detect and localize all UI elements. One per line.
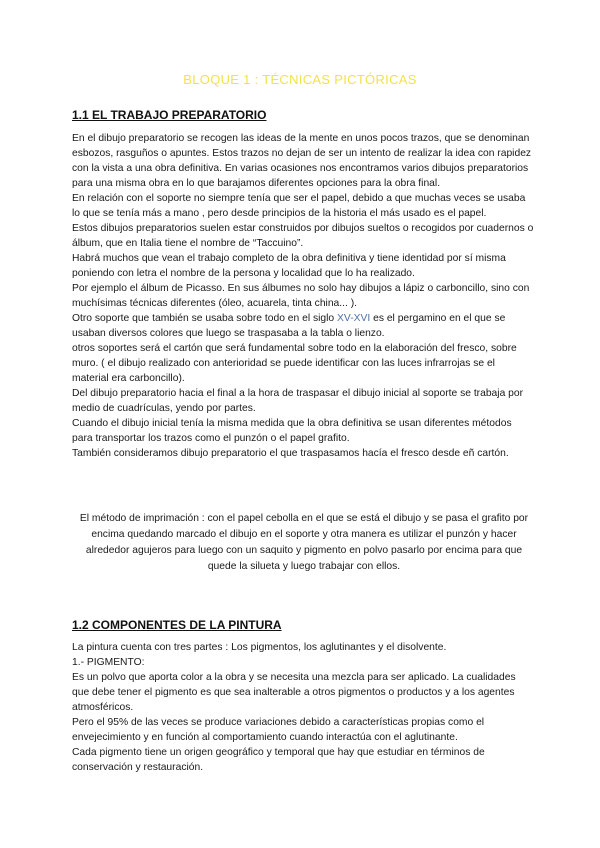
paragraph: En relación con el soporte no siempre tenía que ser el papel, debido a que muchas veces se usaba lo que se tenía más a mano , pero desde principios de la historia el más usado es el papel. [72, 193, 526, 219]
paragraph: Es un polvo que aporta color a la obra y se necesita una mezcla para ser aplicado. La cualidades que debe tener el pigmento es que sea inalterable a otros pigmentos o productos y a los agentes atmosféricos. [72, 672, 516, 713]
paragraph: otros soportes será el cartón que será fundamental sobre todo en la elaboración del fresco, sobre muro. ( el dibujo realizado con anterioridad se puede identificar con las luces infrarrojas se el material era carboncillo). [72, 343, 517, 384]
paragraph: Del dibujo preparatorio hacia el final a la hora de traspasar el dibujo inicial al soporte se trabaja por medio de cuadrículas, yendo por partes. [72, 388, 524, 414]
paragraph: Cada pigmento tiene un origen geográfico y temporal que hay que estudiar en términos de conservación y restauración. [72, 747, 485, 773]
section-2-body [72, 640, 534, 775]
paragraph: Pero el 95% de las veces se produce variaciones debido a características propias como el envejecimiento y en función al comportamiento cuando interactúa con el aglutinante. [72, 717, 485, 743]
paragraph: También consideramos dibujo preparatorio el que traspasamos hacía el fresco desde eñ cartón. [72, 448, 509, 459]
paragraph-text: es el pergamino en el que se usaban diversos colores que luego se traspasaba a la tabla o lienzo. [72, 313, 506, 339]
section-heading-trabajo-preparatorio: 1.1 EL TRABAJO PREPARATORIO [72, 108, 267, 122]
centered-paragraph: El método de imprimación : con el papel cebolla en el que se está el dibujo y se pasa el grafito por encima quedando marcado el dibujo en el soporte y otra manera es utilizar el punzón y hacer alrededor agujeros para luego con un saquito y pigmento en polvo pasarlo por encima para que quede la silueta y luego trabajar con ellos. [79, 513, 529, 572]
subheading-pigmento: 1.- PIGMENTO: [72, 657, 145, 668]
paragraph [72, 311, 534, 341]
imprimacion-note [74, 511, 534, 575]
section-1-body [72, 131, 534, 461]
paragraph: Estos dibujos preparatorios suelen estar construidos por dibujos sueltos o recogidos por cuadernos o álbum, que en Italia tiene el nombre de “Taccuino”. [72, 223, 534, 249]
paragraph: Cuando el dibujo inicial tenía la misma medida que la obra definitiva se usan diferentes métodos para transportar los trazos como el punzón o el papel grafito. [72, 418, 512, 444]
paragraph-text: Otro soporte que también se usaba sobre todo en el siglo [72, 313, 338, 324]
paragraph: La pintura cuenta con tres partes : Los pigmentos, los aglutinantes y el disolvente. [72, 642, 447, 653]
century-highlight: XV-XVI [337, 313, 371, 324]
paragraph: Habrá muchos que vean el trabajo completo de la obra definitiva y tiene identidad por sí misma poniendo con letra el nombre de la persona y localidad que lo ha realizado. [72, 253, 506, 279]
section-heading-componentes: 1.2 COMPONENTES DE LA PINTURA [72, 618, 282, 632]
paragraph: Por ejemplo el álbum de Picasso. En sus álbumes no solo hay dibujos a lápiz o carboncillo, sino con muchísimas técnicas diferentes (óleo, acuarela, tinta china... ). [72, 283, 530, 309]
paragraph: En el dibujo preparatorio se recogen las ideas de la mente en unos pocos trazos, que se denominan esbozos, rasguños o apuntes. Estos trazos no dejan de ser un intento de realizar la idea con rapidez con la vista a una obra definitiva. En varias ocasiones nos encontramos varios dibujos preparatorios para una misma obra en lo que barajamos diferentes opciones para la obra final. [72, 133, 532, 189]
document-title: BLOQUE 1 : TÉCNICAS PICTÓRICAS [183, 72, 417, 87]
